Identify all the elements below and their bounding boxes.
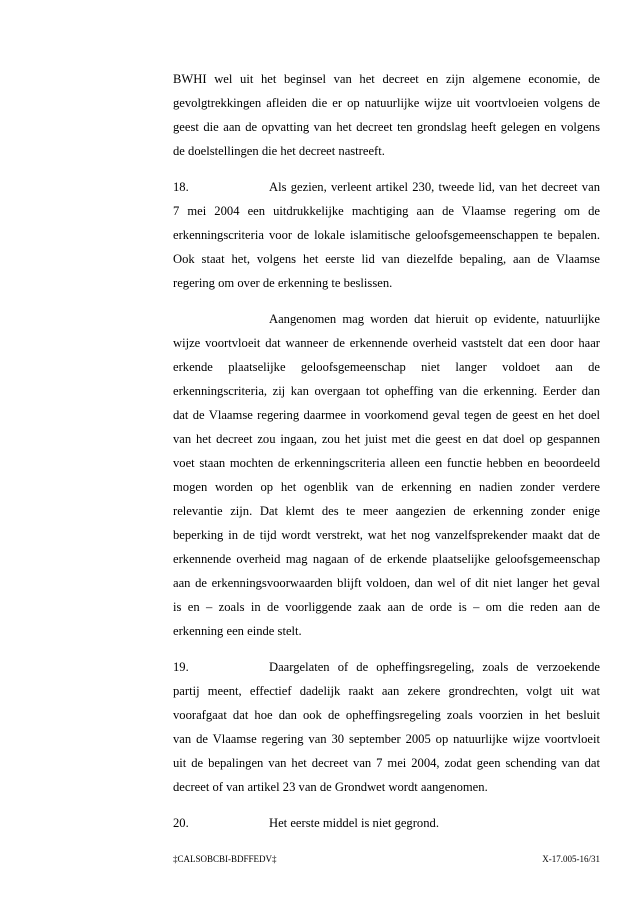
footer-document-code: ‡CALSOBCBI-BDFFEDV‡ bbox=[173, 854, 277, 864]
text-line: gevolgtrekkingen afleiden die er op natuurlijke wijze uit voortvloeien volgens de bbox=[173, 96, 600, 110]
text-line: regering om over de erkenning te beslissen. bbox=[173, 276, 393, 290]
text-line: Aangenomen mag worden dat hieruit op evidente, natuurlijke bbox=[269, 312, 600, 326]
text-line: voorafgaat dat hoe dan ook de opheffingsregeling zoals voorzien in het besluit bbox=[173, 708, 600, 722]
text-line: erkenning een einde stelt. bbox=[173, 624, 302, 638]
text-line: Daargelaten of de opheffingsregeling, zoals de verzoekende bbox=[269, 660, 600, 674]
text-line: de doelstellingen die het decreet nastreeft. bbox=[173, 144, 385, 158]
paragraph-number: 19. bbox=[173, 660, 189, 674]
text-line: aan de erkenningsvoorwaarden blijft voldoen, dan wel of dit niet langer het geval bbox=[173, 576, 600, 590]
text-line: 7 mei 2004 een uitdrukkelijke machtiging aan de Vlaamse regering om de bbox=[173, 204, 600, 218]
text-line: Ook staat het, volgens het eerste lid van diezelfde bepaling, aan de Vlaamse bbox=[173, 252, 600, 266]
text-line: wijze voortvloeit dat wanneer de erkennende overheid vaststelt dat een door haar bbox=[173, 336, 600, 350]
text-line: partij meent, effectief dadelijk raakt aan zekere grondrechten, volgt uit wat bbox=[173, 684, 600, 698]
paragraph-number: 18. bbox=[173, 180, 189, 194]
text-line: is en – zoals in de voorliggende zaak aan de orde is – om die reden aan de bbox=[173, 600, 600, 614]
text-line: erkenningscriteria voor de lokale islamitische geloofsgemeenschappen te bepalen. bbox=[173, 228, 600, 242]
text-line: van de Vlaamse regering van 30 september 2005 op natuurlijke wijze voortvloeit bbox=[173, 732, 600, 746]
text-line: Het eerste middel is niet gegrond. bbox=[269, 816, 439, 830]
text-line: BWHI wel uit het beginsel van het decreet en zijn algemene economie, de bbox=[173, 72, 600, 86]
text-line: erkennende overheid mag nagaan of de erkende plaatselijke geloofsgemeenschap bbox=[173, 552, 600, 566]
text-line: Als gezien, verleent artikel 230, tweede lid, van het decreet van bbox=[269, 180, 600, 194]
text-line: beperking in de tijd wordt verstrekt, wat het nog vanzelfsprekender maakt dat de bbox=[173, 528, 600, 542]
paragraph-number: 20. bbox=[173, 816, 189, 830]
text-line: voet staan mochten de erkenningscriteria alleen een functie hebben en beoordeeld bbox=[173, 456, 600, 470]
text-line: relevantie zijn. Dat klemt des te meer aangezien de erkenning zonder enige bbox=[173, 504, 600, 518]
text-line: dat de Vlaamse regering daarmee in voorkomend geval tegen de geest en het doel bbox=[173, 408, 600, 422]
text-line: erkende plaatselijke geloofsgemeenschap niet langer voldoet aan de bbox=[173, 360, 600, 374]
footer-page-reference: X-17.005-16/31 bbox=[542, 854, 600, 864]
text-line: erkenningscriteria, zij kan overgaan tot opheffing van die erkenning. Eerder dan bbox=[173, 384, 600, 398]
text-line: mogen worden op het ogenblik van de erkenning en nadien zonder verdere bbox=[173, 480, 600, 494]
text-line: decreet of van artikel 23 van de Grondwet wordt aangenomen. bbox=[173, 780, 488, 794]
text-line: van het decreet zou ingaan, zou het juist met die geest en dat doel op gespannen bbox=[173, 432, 600, 446]
text-line: geest die aan de opvatting van het decreet ten grondslag heeft gelegen en volgens bbox=[173, 120, 600, 134]
text-line: uit de bepalingen van het decreet van 7 mei 2004, zodat geen schending van dat bbox=[173, 756, 600, 770]
